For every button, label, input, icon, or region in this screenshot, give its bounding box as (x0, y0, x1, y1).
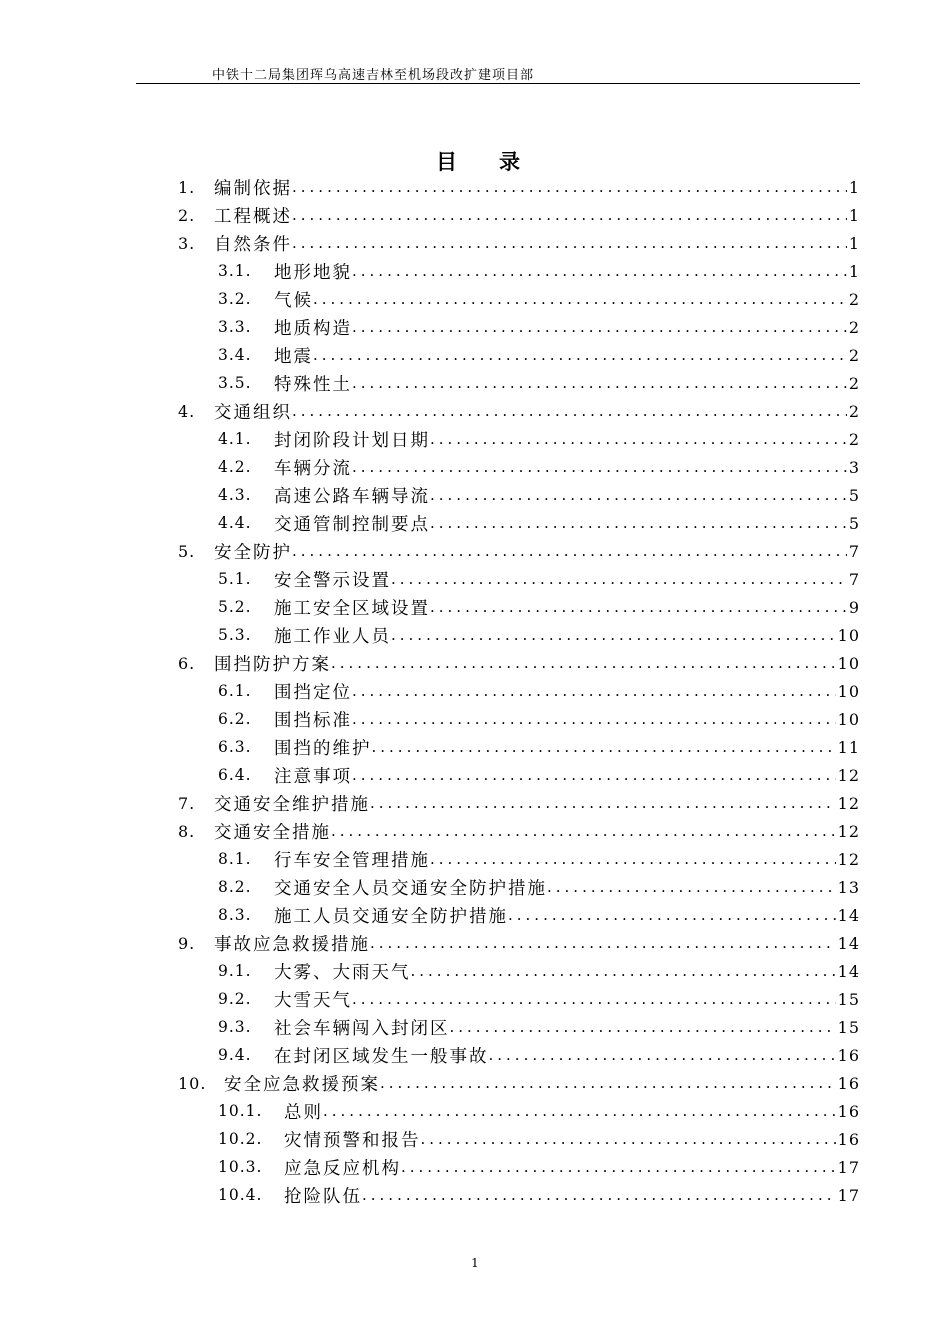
toc-entry-label: 灾情预警和报告 (284, 1130, 421, 1151)
toc-entry-number: 4. (178, 401, 196, 421)
toc-entry-page: 16 (837, 1101, 860, 1121)
header-rule (136, 83, 860, 84)
toc-entry-number: 4.3. (218, 486, 252, 504)
toc-entry-label: 施工人员交通安全防护措施 (274, 906, 508, 927)
toc-entry-number: 9.3. (218, 1018, 252, 1036)
toc-entry-label: 围挡的维护 (274, 738, 372, 759)
dot-leader (352, 708, 836, 730)
toc-entry-label: 施工安全区域设置 (274, 598, 430, 619)
toc-entry-label: 封闭阶段计划日期 (274, 430, 430, 451)
dot-leader (430, 428, 847, 450)
toc-subentry[interactable] (0, 285, 950, 313)
toc-subentry[interactable] (0, 509, 950, 537)
toc-entry-label: 大雪天气 (274, 990, 352, 1011)
dot-leader (489, 1044, 836, 1066)
toc-entry-page: 1 (848, 177, 860, 197)
toc-entry-label: 围挡定位 (274, 682, 352, 703)
dot-leader (352, 316, 847, 338)
toc-entry-number: 3. (178, 233, 196, 253)
toc-entry-page: 12 (837, 765, 860, 785)
toc-entry-number: 10.2. (218, 1130, 263, 1148)
toc-subentry[interactable] (0, 341, 950, 369)
toc-entry[interactable] (0, 201, 950, 229)
toc-entry-label: 注意事项 (274, 766, 352, 787)
toc-entry-page: 14 (837, 961, 860, 981)
toc-entry-number: 10. (178, 1073, 207, 1093)
toc-entry-number: 3.3. (218, 318, 252, 336)
toc-entry-number: 10.4. (218, 1186, 263, 1204)
toc-entry-number: 3.4. (218, 346, 252, 364)
dot-leader (331, 820, 836, 842)
toc-entry-label: 交通安全维护措施 (214, 794, 370, 815)
toc-subentry[interactable] (0, 1125, 950, 1153)
toc-entry-label: 施工作业人员 (274, 626, 391, 647)
toc-subentry[interactable] (0, 453, 950, 481)
toc-entry-label: 总则 (284, 1102, 323, 1123)
toc-entry-label: 应急反应机构 (284, 1158, 401, 1179)
toc-subentry[interactable] (0, 481, 950, 509)
dot-leader (430, 512, 847, 534)
toc-entry-label: 行车安全管理措施 (274, 850, 430, 871)
toc-entry-label: 交通组织 (214, 402, 292, 423)
footer-page-number: 1 (471, 1256, 479, 1270)
toc-entry-page: 14 (837, 905, 860, 925)
toc-subentry[interactable] (0, 677, 950, 705)
toc-subentry[interactable] (0, 845, 950, 873)
toc-subentry[interactable] (0, 1097, 950, 1125)
toc-entry-label: 围挡防护方案 (214, 654, 331, 675)
toc-entry-label: 交通安全措施 (214, 822, 331, 843)
toc-entry-number: 5.2. (218, 598, 252, 616)
toc-entry-label: 社会车辆闯入封闭区 (274, 1018, 450, 1039)
dot-leader (370, 792, 836, 814)
toc-subentry[interactable] (0, 425, 950, 453)
toc-entry-page: 17 (837, 1157, 860, 1177)
toc-entry-page: 2 (848, 429, 860, 449)
toc-entry-label: 安全应急救援预案 (224, 1074, 380, 1095)
toc-entry-number: 4.4. (218, 514, 252, 532)
dot-leader (421, 1128, 836, 1150)
toc-subentry[interactable] (0, 901, 950, 929)
toc-entry-number: 8.3. (218, 906, 252, 924)
toc-entry-page: 3 (848, 457, 860, 477)
dot-leader (313, 288, 847, 310)
toc-entry-number: 3.5. (218, 374, 252, 392)
toc-subentry[interactable] (0, 873, 950, 901)
toc-entry-number: 9. (178, 933, 196, 953)
toc-entry[interactable] (0, 397, 950, 425)
dot-leader (508, 904, 836, 926)
toc-entry-number: 9.1. (218, 962, 252, 980)
dot-leader (352, 456, 847, 478)
dot-leader (362, 1184, 836, 1206)
dot-leader (331, 652, 836, 674)
toc-entry[interactable] (0, 1069, 950, 1097)
dot-leader (430, 484, 847, 506)
dot-leader (352, 764, 836, 786)
toc-entry-number: 8. (178, 821, 196, 841)
toc-title: 目录 (436, 149, 562, 174)
toc-entry-label: 大雾、大雨天气 (274, 962, 411, 983)
toc-entry-page: 2 (848, 317, 860, 337)
toc-entry-page: 12 (837, 849, 860, 869)
toc-entry-page: 1 (848, 205, 860, 225)
toc-entry[interactable] (0, 817, 950, 845)
toc-entry-page: 10 (837, 653, 860, 673)
toc-entry-label: 高速公路车辆导流 (274, 486, 430, 507)
toc-entry[interactable] (0, 649, 950, 677)
dot-leader (372, 736, 836, 758)
dot-leader (313, 344, 847, 366)
toc-entry-page: 15 (837, 1017, 860, 1037)
toc-subentry[interactable] (0, 565, 950, 593)
toc-subentry[interactable] (0, 1041, 950, 1069)
toc-entry[interactable] (0, 929, 950, 957)
toc-entry-number: 10.3. (218, 1158, 263, 1176)
toc-entry-number: 6.1. (218, 682, 252, 700)
toc-entry-page: 2 (848, 373, 860, 393)
toc-subentry[interactable] (0, 1153, 950, 1181)
dot-leader (292, 232, 847, 254)
toc-entry-page: 1 (848, 233, 860, 253)
toc-subentry[interactable] (0, 1181, 950, 1209)
toc-entry-number: 6.2. (218, 710, 252, 728)
toc-entry-page: 2 (848, 289, 860, 309)
toc-entry-page: 9 (848, 597, 860, 617)
toc-entry-label: 地震 (274, 346, 313, 367)
toc-entry-page: 10 (837, 709, 860, 729)
toc-entry[interactable] (0, 173, 950, 201)
toc-subentry[interactable] (0, 985, 950, 1013)
toc-subentry[interactable] (0, 369, 950, 397)
toc-entry-label: 交通管制控制要点 (274, 514, 430, 535)
toc-entry-page: 13 (837, 877, 860, 897)
dot-leader (292, 540, 847, 562)
toc-entry-page: 2 (848, 345, 860, 365)
toc-entry-number: 6.3. (218, 738, 252, 756)
toc-entry-number: 10.1. (218, 1102, 263, 1120)
toc-entry-page: 10 (837, 625, 860, 645)
toc-entry-number: 5.3. (218, 626, 252, 644)
toc-entry-number: 5. (178, 541, 196, 561)
toc-subentry[interactable] (0, 257, 950, 285)
toc-list (0, 173, 950, 1209)
toc-entry-number: 9.2. (218, 990, 252, 1008)
toc-entry-page: 17 (837, 1185, 860, 1205)
dot-leader (401, 1156, 836, 1178)
toc-entry-label: 安全防护 (214, 542, 292, 563)
toc-entry[interactable] (0, 537, 950, 565)
toc-entry-page: 5 (848, 513, 860, 533)
toc-entry-label: 自然条件 (214, 234, 292, 255)
dot-leader (430, 848, 836, 870)
dot-leader (352, 680, 836, 702)
toc-entry-number: 4.2. (218, 458, 252, 476)
toc-entry[interactable] (0, 229, 950, 257)
toc-entry-page: 10 (837, 681, 860, 701)
toc-entry-label: 在封闭区域发生一般事故 (274, 1046, 489, 1067)
toc-subentry[interactable] (0, 621, 950, 649)
dot-leader (411, 960, 836, 982)
toc-entry-page: 14 (837, 933, 860, 953)
toc-entry-number: 7. (178, 793, 196, 813)
toc-subentry[interactable] (0, 593, 950, 621)
toc-entry-label: 地质构造 (274, 318, 352, 339)
toc-entry-page: 1 (848, 261, 860, 281)
toc-subentry[interactable] (0, 705, 950, 733)
toc-entry-number: 9.4. (218, 1046, 252, 1064)
toc-entry-page: 16 (837, 1045, 860, 1065)
toc-subentry[interactable] (0, 733, 950, 761)
toc-entry-label: 车辆分流 (274, 458, 352, 479)
toc-entry-label: 安全警示设置 (274, 570, 391, 591)
toc-subentry[interactable] (0, 1013, 950, 1041)
dot-leader (391, 568, 847, 590)
toc-entry-number: 3.1. (218, 262, 252, 280)
dot-leader (380, 1072, 836, 1094)
toc-entry-number: 1. (178, 177, 196, 197)
toc-subentry[interactable] (0, 761, 950, 789)
toc-entry-label: 特殊性土 (274, 374, 352, 395)
toc-entry-number: 8.1. (218, 850, 252, 868)
dot-leader (352, 260, 847, 282)
toc-entry-page: 16 (837, 1073, 860, 1093)
toc-entry-page: 16 (837, 1129, 860, 1149)
toc-entry-page: 15 (837, 989, 860, 1009)
toc-entry-number: 6.4. (218, 766, 252, 784)
toc-entry[interactable] (0, 789, 950, 817)
toc-entry-number: 5.1. (218, 570, 252, 588)
toc-entry-page: 11 (837, 737, 860, 757)
toc-entry-label: 气候 (274, 290, 313, 311)
running-header: 中铁十二局集团珲乌高速吉林至机场段改扩建项目部 (212, 68, 535, 83)
toc-entry-page: 5 (848, 485, 860, 505)
toc-entry-label: 抢险队伍 (284, 1186, 362, 1207)
dot-leader (430, 596, 847, 618)
toc-entry-page: 12 (837, 793, 860, 813)
dot-leader (352, 988, 836, 1010)
toc-entry-page: 7 (848, 541, 860, 561)
toc-entry-label: 事故应急救援措施 (214, 934, 370, 955)
dot-leader (292, 176, 847, 198)
toc-entry-number: 4.1. (218, 430, 252, 448)
dot-leader (323, 1100, 836, 1122)
toc-subentry[interactable] (0, 957, 950, 985)
toc-entry-label: 编制依据 (214, 178, 292, 199)
toc-entry-page: 7 (848, 569, 860, 589)
toc-entry-page: 12 (837, 821, 860, 841)
toc-entry-label: 地形地貌 (274, 262, 352, 283)
dot-leader (352, 372, 847, 394)
dot-leader (450, 1016, 836, 1038)
toc-subentry[interactable] (0, 313, 950, 341)
toc-entry-number: 8.2. (218, 878, 252, 896)
dot-leader (292, 204, 847, 226)
toc-entry-page: 2 (848, 401, 860, 421)
toc-entry-label: 交通安全人员交通安全防护措施 (274, 878, 547, 899)
toc-entry-label: 围挡标准 (274, 710, 352, 731)
dot-leader (292, 400, 847, 422)
dot-leader (370, 932, 836, 954)
toc-entry-number: 2. (178, 205, 196, 225)
dot-leader (391, 624, 836, 646)
toc-entry-label: 工程概述 (214, 206, 292, 227)
dot-leader (547, 876, 836, 898)
toc-entry-number: 3.2. (218, 290, 252, 308)
toc-entry-number: 6. (178, 653, 196, 673)
